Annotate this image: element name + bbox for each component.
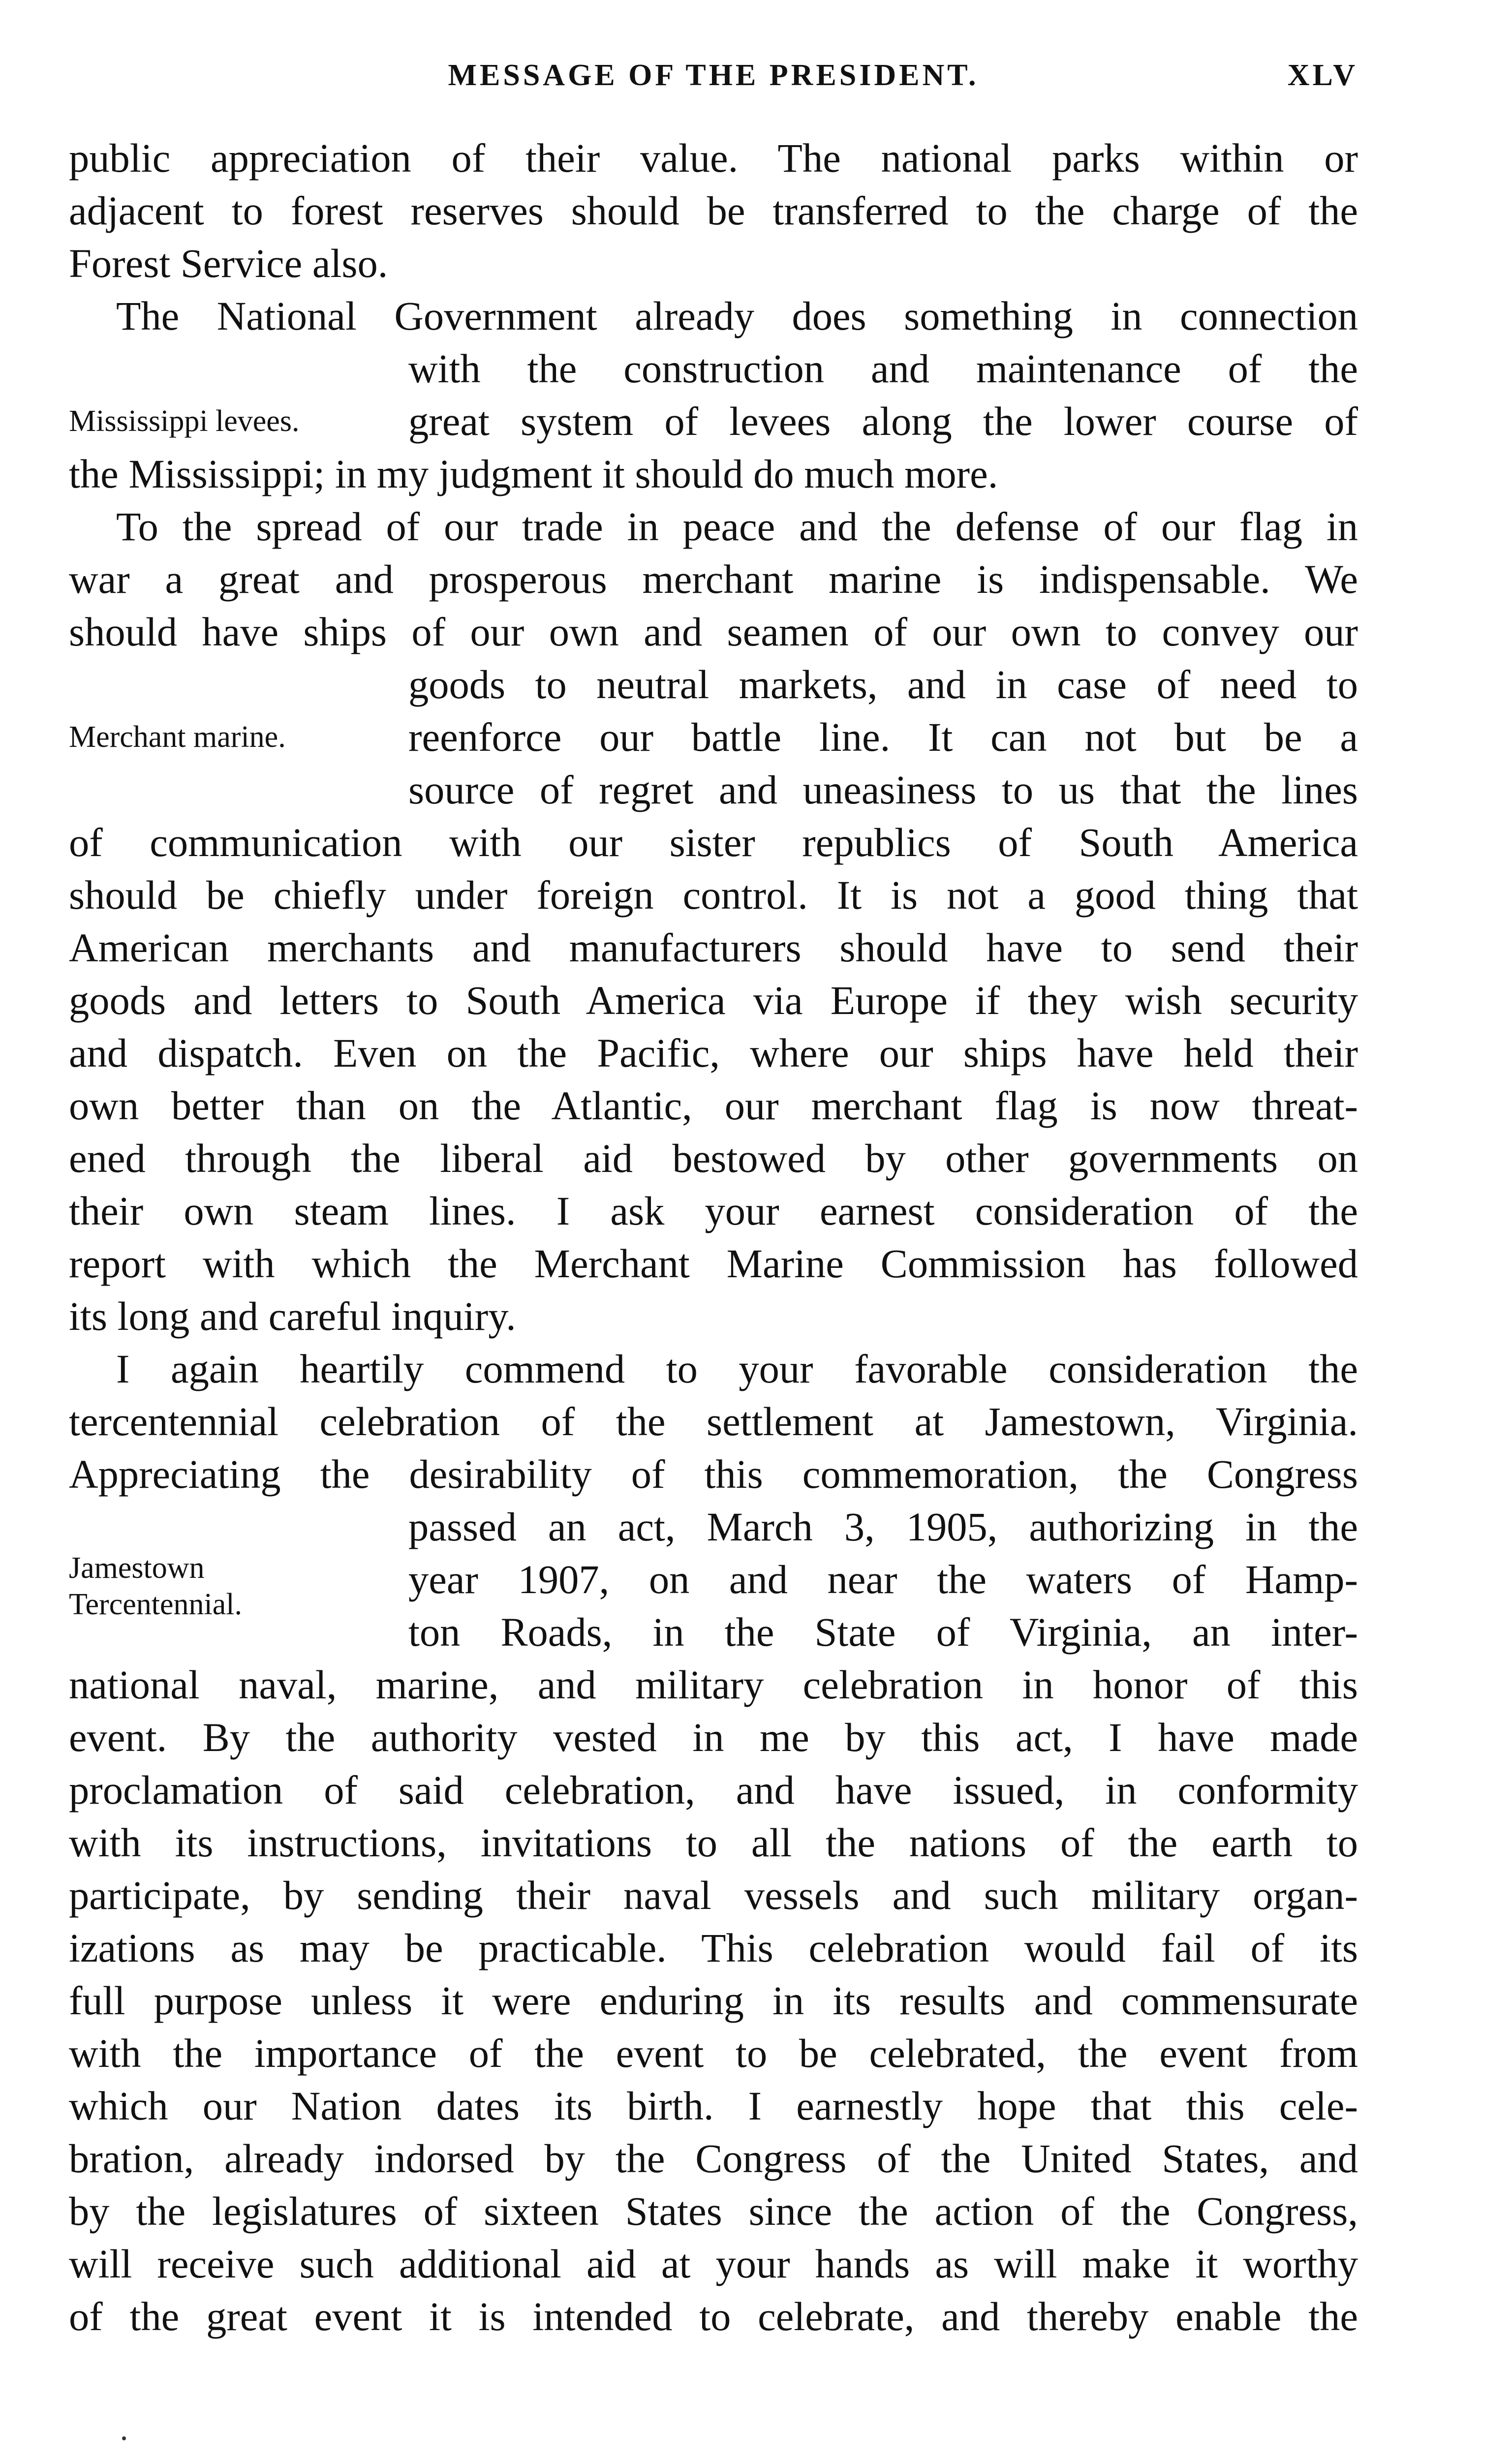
text-line: American merchants and manufacturers should have to send their — [69, 925, 1358, 970]
running-head: MESSAGE OF THE PRESIDENT. — [448, 59, 979, 92]
text-line: report with which the Merchant Marine Commission has followed — [69, 1241, 1358, 1286]
text-line: passed an act, March 3, 1905, authorizing in the — [408, 1504, 1358, 1549]
text-line: great system of levees along the lower course of — [408, 399, 1358, 444]
merchant-block — [69, 658, 1358, 816]
print-mark — [122, 2436, 126, 2440]
margin-note-jamestown-line1: Jamestown — [69, 1551, 205, 1585]
jamestown-block — [69, 1501, 1358, 1659]
text-line: own better than on the Atlantic, our merchant flag is now threat- — [69, 1083, 1358, 1128]
text-line: tercentennial celebration of the settlement at Jamestown, Virginia. — [69, 1399, 1358, 1444]
text-line: which our Nation dates its birth. I earnestly hope that this cele- — [69, 2083, 1358, 2128]
text-line: To the spread of our trade in peace and the defense of our flag in — [116, 504, 1358, 549]
text-line: ened through the liberal aid bestowed by other governments on — [69, 1136, 1358, 1181]
text-line: public appreciation of their value. The national parks within or — [69, 135, 1358, 181]
page-header — [69, 58, 1358, 97]
text-line: war a great and prosperous merchant marine is indispensable. We — [69, 556, 1358, 602]
text-line: should have ships of our own and seamen of our own to convey our — [69, 609, 1358, 654]
text-line: by the legislatures of sixteen States since the action of the Congress, — [69, 2188, 1358, 2234]
text-line: full purpose unless it were enduring in its results and commensurate — [69, 1978, 1358, 2023]
text-line: bration, already indorsed by the Congress of the United States, and — [69, 2136, 1358, 2181]
page-number: XLV — [1287, 59, 1358, 92]
margin-note-jamestown-line2: Tercentennial. — [69, 1588, 242, 1621]
text-line: proclamation of said celebration, and have issued, in conformity — [69, 1767, 1358, 1813]
text-line: the Mississippi; in my judgment it should do much more. — [69, 451, 998, 496]
body-text — [69, 132, 1358, 2343]
margin-note-levees: Mississippi levees. — [69, 404, 300, 438]
text-line: izations as may be practicable. This celebration would fail of its — [69, 1925, 1358, 1970]
text-line: event. By the authority vested in me by this act, I have made — [69, 1715, 1358, 1760]
text-line: year 1907, on and near the waters of Hamp- — [408, 1557, 1358, 1602]
text-line: should be chiefly under foreign control. It is not a good thing that — [69, 872, 1358, 918]
text-line: participate, by sending their naval vessels and such military organ- — [69, 1873, 1358, 1918]
text-line: and dispatch. Even on the Pacific, where our ships have held their — [69, 1030, 1358, 1076]
levees-block — [69, 342, 1358, 448]
text-line: Forest Service also. — [69, 241, 388, 286]
text-line: I again heartily commend to your favorable consideration the — [116, 1346, 1358, 1391]
text-line: goods and letters to South America via Europe if they wish security — [69, 978, 1358, 1023]
text-line: with the importance of the event to be celebrated, the event from — [69, 2030, 1358, 2076]
text-line: will receive such additional aid at your hands as will make it worthy — [69, 2241, 1358, 2286]
text-line: its long and careful inquiry. — [69, 1293, 516, 1339]
text-line: of the great event it is intended to celebrate, and thereby enable the — [69, 2294, 1358, 2339]
text-line: their own steam lines. I ask your earnest consideration of the — [69, 1188, 1358, 1233]
text-line: The National Government already does something in connection — [116, 293, 1358, 338]
text-line: adjacent to forest reserves should be transferred to the charge of the — [69, 188, 1358, 233]
text-line: reenforce our battle line. It can not but be a — [408, 714, 1358, 760]
margin-note-merchant: Merchant marine. — [69, 720, 286, 754]
text-line: goods to neutral markets, and in case of need to — [408, 662, 1358, 707]
text-line: of communication with our sister republics of South America — [69, 820, 1358, 865]
margin-note-jamestown — [69, 1550, 408, 1623]
text-line: ton Roads, in the State of Virginia, an inter- — [408, 1609, 1358, 1655]
text-line: national naval, marine, and military celebration in honor of this — [69, 1662, 1358, 1707]
text-line: with the construction and maintenance of the — [408, 346, 1358, 391]
text-line: source of regret and uneasiness to us that the lines — [408, 767, 1358, 812]
text-line: Appreciating the desirability of this commemoration, the Congress — [69, 1451, 1358, 1497]
text-line: with its instructions, invitations to all the nations of the earth to — [69, 1820, 1358, 1865]
